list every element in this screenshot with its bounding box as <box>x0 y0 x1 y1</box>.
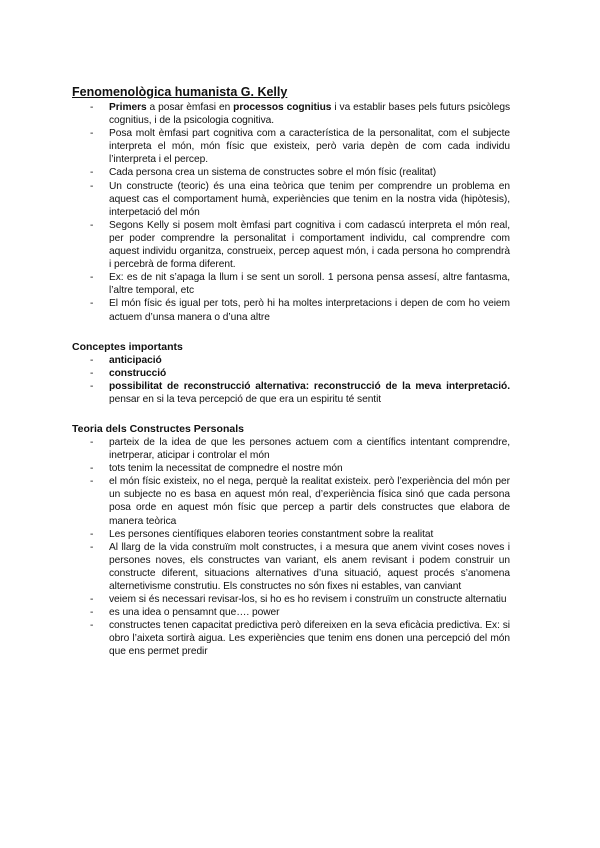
list-item: - Les persones científiques elaboren teories constantment sobre la realitat <box>72 528 510 541</box>
bold-text: Primers <box>109 102 147 113</box>
list-item <box>72 354 510 367</box>
list-item: - Ex: es de nit s’apaga la llum i se sent un soroll. 1 persona pensa assesí, altre fantasma, l’altre temporal, etc <box>72 271 510 297</box>
intro-list <box>72 101 510 324</box>
list-item <box>72 101 510 127</box>
list-item: - Un constructe (teoric) és una eina teòrica que tenim per comprendre un problema en aquest cas el comportament humà, experiències que tenim en la nostra vida (hipòtesis), interpetació del món <box>72 180 510 219</box>
bold-text: processos cognitius <box>233 102 332 113</box>
bold-text: anticipació <box>109 354 162 366</box>
list-item: - constructes tenen capacitat predictiva però difereixen en la seva eficàcia predictiva. Ex: si obro l’aixeta sortirà aigua. Les experiències que tenim ens donen una percepció del món que ens permet predir <box>72 619 510 658</box>
list-item: - el món físic existeix, no el nega, perquè la realitat existeix. però l’experiència del món per un subjecte no es basa en aquest món real, d’experiència física sinó que cada persona posa orde en aquest món físic que percep a partir dels constructes que elabora de manera teòrica <box>72 475 510 527</box>
bold-text: possibilitat de reconstrucció alternativa: reconstrucció de la meva interpretació. <box>109 380 510 392</box>
list-item <box>72 380 510 406</box>
list-item: - Cada persona crea un sistema de constructes sobre el món físic (realitat) <box>72 166 510 179</box>
list-item: - es una idea o pensamnt que…. power <box>72 606 510 619</box>
theory-list <box>72 436 510 659</box>
section-heading-teoria: Teoria dels Constructes Personals <box>72 422 244 435</box>
list-item: - veiem si és necessari revisar-los, si ho es ho revisem i construïm un constructe alternatiu <box>72 593 510 606</box>
item-text: i va establir bases pels futurs psicòlegs cognitius, i de la psicologia cognitiva. <box>109 102 510 127</box>
list-item: - tots tenim la necessitat de compnedre el nostre món <box>72 462 510 475</box>
list-item: - Al llarg de la vida construïm molt constructes, i a mesura que anem vivint coses noves i persones noves, els constructes van variant, els anem revisant i podem construir un constructe diferent, situacions alternatives d’una situació, aquest procés s’anomena alternetivisme construtiu. Els constructes no són fixes ni estables, van canviant <box>72 541 510 593</box>
list-item: - Segons Kelly si posem molt èmfasi part cognitiva i com cadascú interpreta el món real, per poder comprendre la personalitat i comportament individu, cal comprendre com aquest individu organitza, construeix, percep aquest món, i cada persona ho comprendrà i percebrà de forma diferent. <box>72 219 510 271</box>
item-text: a posar èmfasi en <box>146 102 234 113</box>
list-item: - El món físic és igual per tots, però hi ha moltes interpretacions i depen de com ho veiem actuem d’unsa manera o d’una altre <box>72 297 510 323</box>
section-heading-conceptes: Conceptes importants <box>72 340 183 353</box>
list-item: - Posa molt èmfasi part cognitiva com a característica de la personalitat, com el subjecte interpreta el món, món físic que existeix, però varia depèn de com cada individu l’interpreta i el percep. <box>72 127 510 166</box>
bold-text: construcció <box>109 367 167 379</box>
list-item: - parteix de la idea de que les persones actuem com a científics intentant comprendre, inetrperar, aticipar i controlar el món <box>72 436 510 462</box>
item-text: pensar en si la teva percepció de que era un espiritu té sentit <box>109 393 382 405</box>
concepts-list <box>72 354 510 406</box>
page-title: Fenomenològica humanista G. Kelly <box>72 85 288 99</box>
list-item <box>72 367 510 380</box>
